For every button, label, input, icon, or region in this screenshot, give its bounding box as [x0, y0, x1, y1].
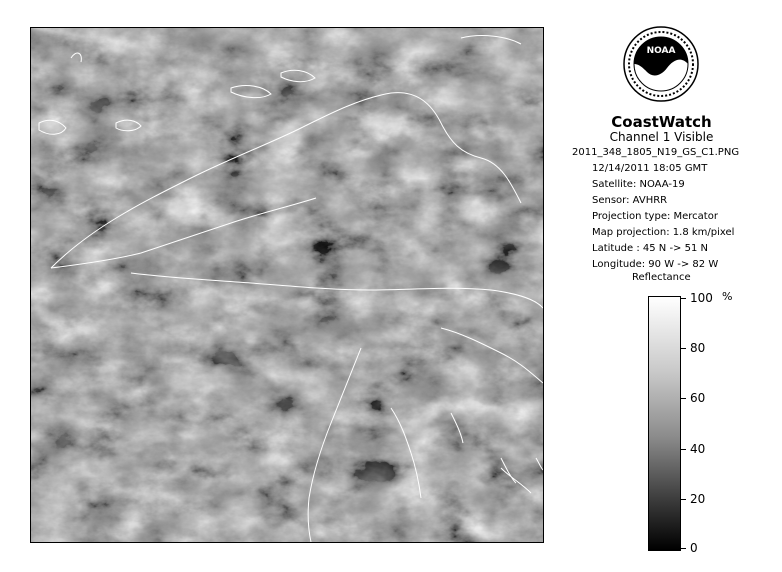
filename: 2011_348_1805_N19_GS_C1.PNG [572, 147, 740, 158]
datetime: 12/14/2011 18:05 GMT [592, 163, 708, 174]
colorbar-tick-label: 40 [690, 442, 706, 456]
longitude-range: Longitude: 90 W -> 82 W [592, 259, 719, 270]
reflectance-colorbar [648, 296, 681, 551]
colorbar-tick-label: 100 [690, 291, 713, 305]
latitude-range: Latitude : 45 N -> 51 N [592, 243, 708, 254]
colorbar-tick [680, 348, 686, 349]
product-title: CoastWatch [611, 113, 712, 131]
svg-text:NOAA: NOAA [646, 46, 676, 56]
colorbar-tick [680, 548, 686, 549]
colorbar-title: Reflectance [632, 272, 691, 283]
satellite-image [31, 28, 543, 542]
sensor: Sensor: AVHRR [592, 195, 668, 206]
colorbar-tick [680, 398, 686, 399]
map-projection: Map projection: 1.8 km/pixel [592, 227, 735, 238]
colorbar-unit: % [722, 290, 733, 303]
satellite: Satellite: NOAA-19 [592, 179, 685, 190]
projection-type: Projection type: Mercator [592, 211, 718, 222]
channel-label: Channel 1 Visible [609, 130, 714, 144]
colorbar-tick-label: 80 [690, 341, 706, 355]
colorbar-tick [680, 499, 686, 500]
colorbar-tick-label: 20 [690, 492, 706, 506]
cloud-texture [31, 28, 543, 542]
colorbar-tick-label: 0 [690, 541, 698, 555]
satellite-map [30, 27, 544, 543]
noaa-logo [623, 26, 699, 102]
colorbar-tick [680, 298, 686, 299]
colorbar-tick [680, 449, 686, 450]
colorbar-tick-label: 60 [690, 391, 706, 405]
